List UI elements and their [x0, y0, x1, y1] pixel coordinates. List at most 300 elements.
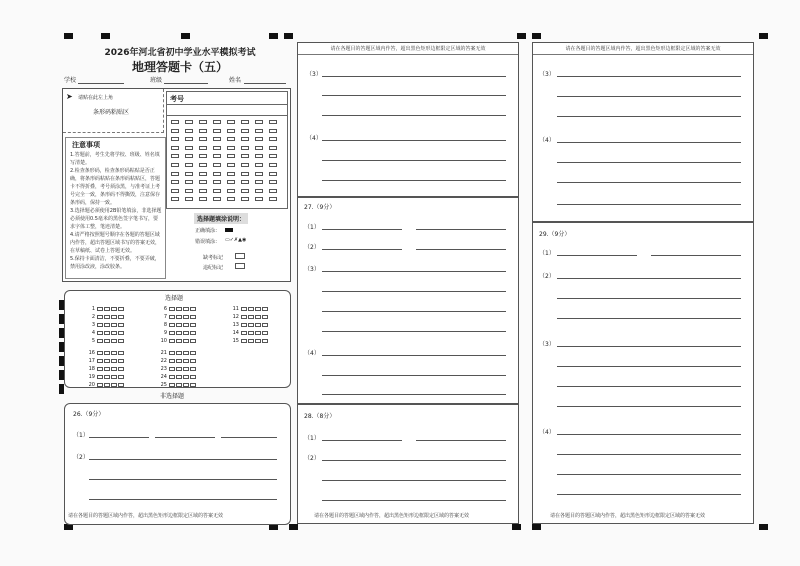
choice-bubble-c[interactable] [111, 315, 117, 319]
choice-question-number: 5 [91, 338, 95, 344]
choice-bubble-c[interactable] [255, 339, 261, 343]
exam-number-bubble[interactable] [227, 172, 235, 176]
choice-bubble-b[interactable] [248, 339, 254, 343]
choice-bubble-d[interactable] [118, 323, 124, 327]
exam-number-bubble[interactable] [171, 120, 179, 124]
answer-line[interactable] [322, 76, 506, 77]
exam-number-bubble[interactable] [213, 120, 221, 124]
correct-fill-sample [225, 228, 233, 232]
choice-bubble-a[interactable] [241, 323, 247, 327]
card-subtitle: 地理答题卡（五） [131, 60, 228, 74]
exam-number-bubble[interactable] [213, 172, 221, 176]
exam-number-bubble[interactable] [213, 163, 221, 167]
exam-number-bubble[interactable] [199, 180, 207, 184]
exam-number-bubble[interactable] [227, 146, 235, 150]
answer-line[interactable] [651, 255, 741, 256]
exam-number-bubble[interactable] [213, 146, 221, 150]
choice-bubble-b[interactable] [248, 323, 254, 327]
exam-number-bubble[interactable] [199, 172, 207, 176]
choice-bubble-d[interactable] [118, 367, 124, 371]
exam-number-bubble[interactable] [199, 189, 207, 193]
choice-bubble-d[interactable] [190, 339, 196, 343]
question-27-title: 27.（9分） [304, 204, 336, 211]
choice-bubble-d[interactable] [118, 359, 124, 363]
class-field[interactable] [164, 83, 208, 84]
choice-bubble-c[interactable] [111, 359, 117, 363]
choice-bubble-d[interactable] [118, 339, 124, 343]
school-field[interactable] [78, 83, 124, 84]
exam-number-bubble[interactable] [171, 137, 179, 141]
answer-line[interactable] [322, 394, 506, 395]
choice-bubble-d[interactable] [262, 323, 268, 327]
choice-bubble-c[interactable] [183, 339, 189, 343]
choice-bubble-c[interactable] [255, 307, 261, 311]
exam-number-bubble[interactable] [171, 189, 179, 193]
answer-line[interactable] [322, 95, 506, 96]
choice-question-row [85, 366, 125, 372]
choice-bubble-a[interactable] [169, 323, 175, 327]
choice-bubble-c[interactable] [183, 351, 189, 355]
choice-bubble-c[interactable] [111, 367, 117, 371]
choice-bubble-c[interactable] [183, 367, 189, 371]
choice-bubble-b[interactable] [176, 367, 182, 371]
answer-line[interactable] [557, 434, 741, 435]
exam-number-bubble[interactable] [199, 137, 207, 141]
exam-number-bubble[interactable] [213, 129, 221, 133]
question-26-part-3: （3） [306, 71, 322, 78]
choice-bubble-d[interactable] [262, 339, 268, 343]
choice-bubble-d[interactable] [190, 307, 196, 311]
exam-number-bubble[interactable] [269, 180, 277, 184]
exam-number-bubble[interactable] [213, 189, 221, 193]
choice-question-row [229, 314, 269, 320]
choice-question-row [157, 382, 197, 388]
exam-number-bubble[interactable] [255, 172, 263, 176]
choice-bubble-b[interactable] [176, 351, 182, 355]
choice-question-row [85, 358, 125, 364]
exam-number-bubble[interactable] [241, 146, 249, 150]
question-26-panel [64, 403, 291, 525]
choice-bubble-c[interactable] [183, 323, 189, 327]
corner-arrow-icon: ➤ [66, 92, 73, 101]
exam-number-bubble[interactable] [255, 146, 263, 150]
choice-bubble-b[interactable] [104, 375, 110, 379]
exam-number-bubble[interactable] [185, 180, 193, 184]
answer-line[interactable] [557, 116, 741, 117]
registration-mark [517, 33, 526, 39]
question-28-part-1: （1） [304, 435, 320, 442]
exam-number-bubble[interactable] [255, 129, 263, 133]
choice-question-number: 7 [163, 314, 167, 320]
choice-bubble-a[interactable] [169, 307, 175, 311]
exam-number-bubble[interactable] [269, 197, 277, 201]
exam-number-bubble[interactable] [255, 197, 263, 201]
notes-item: 4.请严格按照题号顺序在各题的答题区域内作答，超出答题区域书写的答案无效，在草稿纸、试卷上答题无效。 [70, 232, 161, 254]
choice-bubble-d[interactable] [118, 307, 124, 311]
choice-bubble-c[interactable] [255, 315, 261, 319]
exam-number-label: 考号 [170, 95, 184, 103]
choice-bubble-d[interactable] [118, 315, 124, 319]
violation-mark-box[interactable] [235, 263, 245, 269]
choice-bubble-d[interactable] [262, 331, 268, 335]
exam-number-bubble[interactable] [227, 197, 235, 201]
answer-line[interactable] [557, 96, 741, 97]
choice-question-number: 4 [91, 330, 95, 336]
choice-bubble-b[interactable] [104, 307, 110, 311]
answer-line[interactable] [557, 366, 741, 367]
answer-line[interactable] [557, 204, 741, 205]
exam-number-bubble[interactable] [269, 146, 277, 150]
choice-bubble-b[interactable] [176, 307, 182, 311]
choice-bubble-b[interactable] [176, 339, 182, 343]
answer-line[interactable] [557, 386, 741, 387]
answer-line[interactable] [322, 140, 506, 141]
exam-number-bubble[interactable] [185, 129, 193, 133]
exam-number-bubble[interactable] [241, 137, 249, 141]
wrong-fill-label: 错误填涂： [195, 239, 221, 245]
choice-bubble-a[interactable] [97, 367, 103, 371]
choice-bubble-d[interactable] [190, 331, 196, 335]
choice-question-row [157, 314, 197, 320]
registration-mark [181, 33, 190, 39]
exam-number-bubble[interactable] [171, 146, 179, 150]
exam-number-bubble[interactable] [213, 197, 221, 201]
choice-question-number: 20 [88, 382, 95, 388]
answer-line[interactable] [89, 437, 149, 438]
answer-line[interactable] [322, 180, 506, 181]
choice-bubble-a[interactable] [97, 331, 103, 335]
choice-bubble-a[interactable] [97, 375, 103, 379]
choice-bubble-d[interactable] [262, 307, 268, 311]
exam-number-bubble[interactable] [241, 129, 249, 133]
choice-bubble-b[interactable] [104, 351, 110, 355]
answer-line[interactable] [322, 249, 402, 250]
exam-number-bubble[interactable] [241, 120, 249, 124]
exam-number-bubble[interactable] [185, 172, 193, 176]
choice-bubble-c[interactable] [111, 351, 117, 355]
choice-question-number: 21 [160, 350, 167, 356]
choice-question-row [157, 350, 197, 356]
exam-number-bubble[interactable] [269, 163, 277, 167]
choice-question-number: 11 [232, 306, 239, 312]
column-2-top-panel [297, 42, 519, 197]
choice-bubble-d[interactable] [190, 383, 196, 387]
answer-line[interactable] [416, 249, 506, 250]
choice-bubble-a[interactable] [97, 359, 103, 363]
choice-bubble-d[interactable] [118, 383, 124, 387]
answer-line[interactable] [557, 142, 741, 143]
exam-number-bubble[interactable] [171, 129, 179, 133]
exam-number-bubble[interactable] [185, 197, 193, 201]
choice-question-number: 23 [160, 366, 167, 372]
exam-number-bubble[interactable] [185, 146, 193, 150]
exam-number-bubble[interactable] [199, 197, 207, 201]
answer-line[interactable] [322, 115, 506, 116]
choice-question-number: 2 [91, 314, 95, 320]
question-26-part-4: （4） [306, 135, 322, 142]
choice-question-row [229, 338, 269, 344]
exam-number-bubble[interactable] [199, 154, 207, 158]
choice-bubble-d[interactable] [190, 375, 196, 379]
exam-number-bubble[interactable] [255, 180, 263, 184]
exam-number-bubble[interactable] [199, 120, 207, 124]
exam-number-bubble[interactable] [227, 189, 235, 193]
choice-question-number: 12 [232, 314, 239, 320]
choice-bubble-a[interactable] [169, 375, 175, 379]
choice-bubble-a[interactable] [241, 307, 247, 311]
choice-bubble-a[interactable] [97, 339, 103, 343]
choice-bubble-b[interactable] [104, 315, 110, 319]
name-field[interactable] [244, 83, 286, 84]
exam-number-bubble[interactable] [213, 180, 221, 184]
choice-bubble-a[interactable] [241, 331, 247, 335]
answer-line[interactable] [322, 355, 506, 356]
exam-number-bubble[interactable] [227, 163, 235, 167]
exam-number-bubble[interactable] [171, 197, 179, 201]
answer-line[interactable] [557, 182, 741, 183]
exam-number-bubble[interactable] [199, 163, 207, 167]
choice-bubble-c[interactable] [111, 307, 117, 311]
choice-bubble-c[interactable] [183, 383, 189, 387]
choice-question-row [157, 374, 197, 380]
choice-question-number: 22 [160, 358, 167, 364]
exam-number-bubble[interactable] [241, 180, 249, 184]
exam-number-bubble[interactable] [269, 137, 277, 141]
choice-bubble-d[interactable] [190, 367, 196, 371]
exam-number-bubble[interactable] [227, 129, 235, 133]
answer-line[interactable] [557, 318, 741, 319]
question-27-part-1: （1） [304, 224, 320, 231]
multiple-choice-panel [64, 290, 291, 388]
choice-bubble-b[interactable] [176, 383, 182, 387]
choice-question-row [157, 358, 197, 364]
choice-bubble-d[interactable] [190, 359, 196, 363]
choice-bubble-b[interactable] [176, 331, 182, 335]
choice-bubble-b[interactable] [104, 359, 110, 363]
exam-number-bubble[interactable] [185, 163, 193, 167]
absent-mark-box[interactable] [235, 253, 245, 259]
answer-line[interactable] [557, 494, 741, 495]
exam-number-bubble[interactable] [185, 154, 193, 158]
exam-number-bubble[interactable] [241, 172, 249, 176]
exam-number-bubble[interactable] [269, 154, 277, 158]
choice-bubble-d[interactable] [190, 323, 196, 327]
choice-bubble-d[interactable] [190, 315, 196, 319]
choice-bubble-b[interactable] [176, 359, 182, 363]
choice-bubble-c[interactable] [183, 307, 189, 311]
exam-number-bubble[interactable] [185, 120, 193, 124]
choice-bubble-c[interactable] [183, 359, 189, 363]
choice-bubble-c[interactable] [183, 331, 189, 335]
answer-line[interactable] [557, 406, 741, 407]
exam-number-bubble[interactable] [269, 129, 277, 133]
choice-bubble-d[interactable] [118, 331, 124, 335]
exam-number-bubble[interactable] [269, 120, 277, 124]
boundary-notice: 请在各题目的答题区域内作答，超出黑色矩形边框限定区域的答案无效 [314, 513, 470, 519]
registration-mark [512, 524, 521, 530]
exam-number-bubble[interactable] [171, 163, 179, 167]
choice-bubble-a[interactable] [241, 339, 247, 343]
notes-title: 注意事项 [72, 141, 100, 149]
exam-number-bubbles[interactable] [169, 120, 287, 208]
choice-question-row [229, 330, 269, 336]
exam-number-bubble[interactable] [255, 189, 263, 193]
choice-bubble-b[interactable] [248, 315, 254, 319]
choice-bubble-c[interactable] [183, 375, 189, 379]
exam-number-bubble[interactable] [255, 154, 263, 158]
choice-question-row [157, 330, 197, 336]
exam-number-write-row[interactable] [167, 104, 287, 116]
answer-line[interactable] [89, 499, 277, 500]
choice-bubble-c[interactable] [111, 383, 117, 387]
question-29-part-2: （2） [539, 273, 555, 280]
choice-question-row [85, 338, 125, 344]
choice-bubble-b[interactable] [176, 323, 182, 327]
exam-number-bubble[interactable] [213, 137, 221, 141]
choice-bubble-c[interactable] [183, 315, 189, 319]
choice-question-number: 13 [232, 322, 239, 328]
answer-line[interactable] [557, 255, 637, 256]
column-3-top-panel [532, 42, 754, 222]
choice-bubble-a[interactable] [169, 339, 175, 343]
choice-question-row [157, 338, 197, 344]
exam-number-grid [166, 91, 288, 209]
answer-line[interactable] [322, 291, 506, 292]
question-28-part-2: （2） [304, 455, 320, 462]
exam-number-bubble[interactable] [171, 154, 179, 158]
choice-bubble-c[interactable] [111, 331, 117, 335]
choice-bubble-c[interactable] [111, 323, 117, 327]
exam-number-bubble[interactable] [255, 137, 263, 141]
choice-bubble-a[interactable] [97, 323, 103, 327]
notes-item: 5.保持卡面清洁，不要折叠，不要弄破，禁用涂改液，涂改胶条。 [70, 256, 160, 270]
answer-line[interactable] [557, 278, 741, 279]
choice-bubble-a[interactable] [97, 315, 103, 319]
choice-bubble-b[interactable] [176, 375, 182, 379]
answer-line[interactable] [416, 440, 506, 441]
answer-line[interactable] [557, 298, 741, 299]
choice-question-row [85, 374, 125, 380]
choice-bubble-b[interactable] [104, 383, 110, 387]
answer-line[interactable] [322, 229, 402, 230]
exam-number-bubble[interactable] [269, 189, 277, 193]
answer-line[interactable] [322, 311, 506, 312]
choice-bubble-a[interactable] [97, 383, 103, 387]
choice-bubble-a[interactable] [241, 315, 247, 319]
choice-bubble-b[interactable] [248, 307, 254, 311]
answer-line[interactable] [322, 160, 506, 161]
choice-bubble-b[interactable] [104, 367, 110, 371]
choice-bubble-d[interactable] [262, 315, 268, 319]
exam-number-bubble[interactable] [227, 154, 235, 158]
answer-line[interactable] [322, 480, 506, 481]
choice-question-row [85, 322, 125, 328]
exam-number-bubble[interactable] [171, 180, 179, 184]
exam-number-bubble[interactable] [185, 137, 193, 141]
answer-line[interactable] [557, 474, 741, 475]
exam-number-bubble[interactable] [269, 172, 277, 176]
choice-bubble-b[interactable] [176, 315, 182, 319]
choice-bubble-a[interactable] [169, 367, 175, 371]
choice-question-row [229, 306, 269, 312]
choice-bubble-c[interactable] [111, 339, 117, 343]
registration-mark [101, 33, 110, 39]
exam-number-bubble[interactable] [241, 189, 249, 193]
notes-item: 2.检查条形码，检查条形码粘贴是否正确，将条形码粘贴在条形码粘贴区，答题卡不得折叠，考号须涂黑，与准考证上考号完全一致，条形码不得撕毁，注意保存条形码，保持一致。 [70, 168, 161, 206]
exam-number-bubble[interactable] [241, 154, 249, 158]
choice-bubble-a[interactable] [169, 351, 175, 355]
barcode-area [63, 89, 164, 133]
exam-number-bubble[interactable] [241, 163, 249, 167]
choice-bubble-a[interactable] [169, 383, 175, 387]
answer-line[interactable] [557, 76, 741, 77]
choice-bubble-b[interactable] [104, 331, 110, 335]
exam-number-bubble[interactable] [255, 163, 263, 167]
exam-number-bubble[interactable] [227, 120, 235, 124]
answer-line[interactable] [221, 437, 277, 438]
question-27-part-2: （2） [304, 244, 320, 251]
answer-line[interactable] [322, 375, 506, 376]
choice-bubble-a[interactable] [169, 359, 175, 363]
boundary-notice: 请在各题目的答题区域内作答，超出黑色矩形边框限定区域的答案无效 [533, 43, 753, 55]
choice-bubble-b[interactable] [104, 323, 110, 327]
answer-line[interactable] [557, 162, 741, 163]
choice-bubble-b[interactable] [248, 331, 254, 335]
answer-line[interactable] [557, 346, 741, 347]
answer-line[interactable] [89, 459, 277, 460]
exam-number-bubble[interactable] [171, 172, 179, 176]
exam-number-bubble[interactable] [213, 154, 221, 158]
choice-bubble-a[interactable] [169, 315, 175, 319]
question-29-title: 29.（9分） [539, 231, 571, 238]
multiple-choice-bubbles[interactable] [65, 291, 290, 387]
choice-bubble-b[interactable] [104, 339, 110, 343]
exam-number-bubble[interactable] [241, 197, 249, 201]
answer-line[interactable] [89, 479, 277, 480]
choice-bubble-c[interactable] [111, 375, 117, 379]
choice-bubble-d[interactable] [190, 351, 196, 355]
exam-number-bubble[interactable] [227, 180, 235, 184]
answer-line[interactable] [557, 454, 741, 455]
choice-bubble-a[interactable] [97, 351, 103, 355]
registration-mark [532, 33, 541, 39]
fill-guide-title: 选择题填涂说明： [194, 213, 248, 224]
answer-line[interactable] [322, 271, 506, 272]
choice-bubble-d[interactable] [118, 351, 124, 355]
choice-bubble-d[interactable] [118, 375, 124, 379]
answer-line[interactable] [322, 460, 506, 461]
answer-line[interactable] [322, 440, 402, 441]
answer-line[interactable] [155, 437, 215, 438]
answer-line[interactable] [322, 331, 506, 332]
exam-number-bubble[interactable] [255, 120, 263, 124]
exam-number-bubble[interactable] [199, 129, 207, 133]
choice-bubble-c[interactable] [255, 323, 261, 327]
exam-number-bubble[interactable] [227, 137, 235, 141]
exam-number-bubble[interactable] [199, 146, 207, 150]
choice-question-row [85, 350, 125, 356]
question-28-title: 28.（8分） [304, 413, 336, 420]
fill-guide [169, 213, 287, 277]
answer-line[interactable] [322, 500, 506, 501]
choice-bubble-c[interactable] [255, 331, 261, 335]
choice-bubble-a[interactable] [97, 307, 103, 311]
registration-mark [759, 524, 768, 530]
answer-line[interactable] [416, 229, 506, 230]
choice-bubble-a[interactable] [169, 331, 175, 335]
choice-question-row [157, 306, 197, 312]
exam-number-bubble[interactable] [185, 189, 193, 193]
